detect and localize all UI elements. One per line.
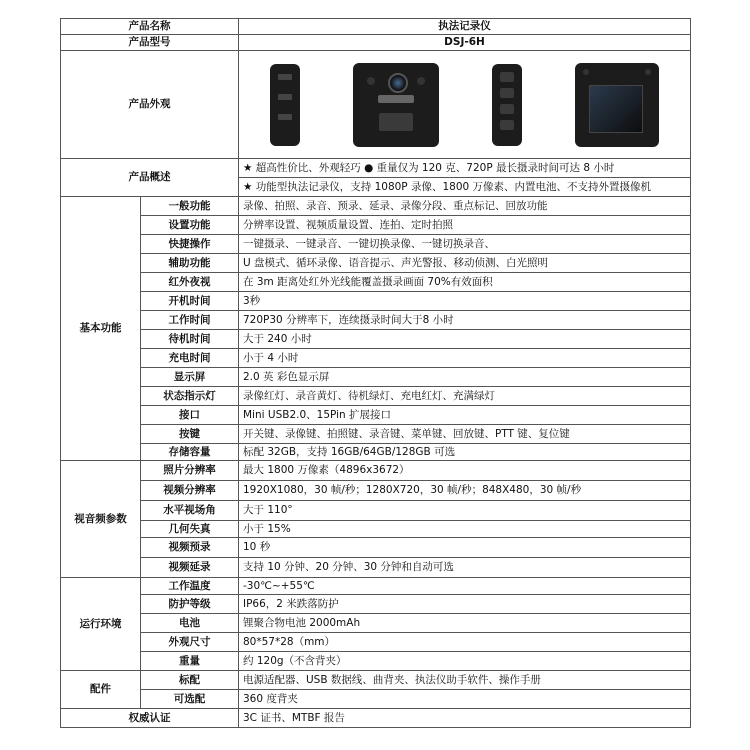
spec-key: 接口	[141, 406, 239, 425]
accessories-row	[61, 690, 691, 709]
spec-value: 小于 4 小时	[239, 349, 691, 368]
spec-value: IP66，2 米跌落防护	[239, 595, 691, 614]
spec-key: 快捷操作	[141, 235, 239, 254]
basic-section-label: 基本功能	[61, 197, 141, 461]
spec-key: 存储容量	[141, 444, 239, 461]
env-row	[61, 652, 691, 671]
certification-value: 3C 证书、MTBF 报告	[239, 709, 691, 728]
basic-row	[61, 311, 691, 330]
spec-value: 大于 110°	[239, 501, 691, 521]
spec-value: 最大 1800 万像素（4896x3672）	[239, 461, 691, 481]
basic-row	[61, 235, 691, 254]
row-overview-1	[61, 159, 691, 178]
spec-key: 待机时间	[141, 330, 239, 349]
certification-label: 权威认证	[61, 709, 239, 728]
av-row	[61, 481, 691, 501]
env-row	[61, 595, 691, 614]
spec-key: 重量	[141, 652, 239, 671]
env-row	[61, 614, 691, 633]
basic-row	[61, 330, 691, 349]
product-model-value: DSJ-6H	[239, 35, 691, 51]
spec-key: 显示屏	[141, 368, 239, 387]
av-row	[61, 558, 691, 578]
spec-value: U 盘模式、循环录像、语音提示、声光警报、移动侦测、白光照明	[239, 254, 691, 273]
device-button-side-image	[492, 64, 522, 146]
spec-value: 2.0 英 彩色显示屏	[239, 368, 691, 387]
env-row	[61, 578, 691, 595]
spec-value: 分辨率设置、视频质量设置、连拍、定时拍照	[239, 216, 691, 235]
spec-value: 电源适配器、USB 数据线、曲背夹、执法仪助手软件、操作手册	[239, 671, 691, 690]
spec-key: 红外夜视	[141, 273, 239, 292]
spec-key: 开机时间	[141, 292, 239, 311]
spec-key: 几何失真	[141, 521, 239, 538]
overview-label: 产品概述	[61, 159, 239, 197]
product-model-label: 产品型号	[61, 35, 239, 51]
spec-key: 标配	[141, 671, 239, 690]
spec-key: 状态指示灯	[141, 387, 239, 406]
spec-value: 在 3m 距离处红外光线能覆盖摄录画面 70%有效面积	[239, 273, 691, 292]
basic-row	[61, 292, 691, 311]
env-section-label: 运行环境	[61, 578, 141, 671]
basic-row	[61, 444, 691, 461]
spec-key: 充电时间	[141, 349, 239, 368]
device-front-view-image	[353, 63, 439, 147]
av-row	[61, 521, 691, 538]
spec-key: 外观尺寸	[141, 633, 239, 652]
spec-key: 视频分辨率	[141, 481, 239, 501]
product-name-label: 产品名称	[61, 19, 239, 35]
spec-value: 360 度背夹	[239, 690, 691, 709]
spec-value: 小于 15%	[239, 521, 691, 538]
env-row	[61, 633, 691, 652]
row-appearance	[61, 51, 691, 159]
spec-value: 标配 32GB，支持 16GB/64GB/128GB 可选	[239, 444, 691, 461]
spec-key: 工作温度	[141, 578, 239, 595]
av-section-label: 视音频参数	[61, 461, 141, 578]
appearance-images	[239, 51, 691, 159]
spec-key: 设置功能	[141, 216, 239, 235]
basic-row	[61, 197, 691, 216]
spec-key: 辅助功能	[141, 254, 239, 273]
product-name-value: 执法记录仪	[239, 19, 691, 35]
basic-row	[61, 349, 691, 368]
device-side-view-image	[270, 64, 300, 146]
basic-row	[61, 406, 691, 425]
spec-value: -30℃~+55℃	[239, 578, 691, 595]
basic-row	[61, 368, 691, 387]
spec-value: 录像、拍照、录音、预录、延录、录像分段、重点标记、回放功能	[239, 197, 691, 216]
appearance-label: 产品外观	[61, 51, 239, 159]
accessories-row	[61, 671, 691, 690]
spec-key: 一般功能	[141, 197, 239, 216]
basic-row	[61, 254, 691, 273]
basic-row	[61, 216, 691, 235]
spec-key: 视频预录	[141, 538, 239, 558]
device-back-screen-image	[575, 63, 659, 147]
av-row	[61, 501, 691, 521]
spec-key: 水平视场角	[141, 501, 239, 521]
spec-key: 照片分辨率	[141, 461, 239, 481]
spec-key: 电池	[141, 614, 239, 633]
spec-value: 1920X1080，30 帧/秒；1280X720，30 帧/秒；848X480，30 帧/秒	[239, 481, 691, 501]
spec-value: 720P30 分辨率下，连续摄录时间大于8 小时	[239, 311, 691, 330]
spec-value: 大于 240 小时	[239, 330, 691, 349]
brand-logo-icon	[378, 95, 414, 103]
spec-key: 按键	[141, 425, 239, 444]
overview-line-2: ★ 功能型执法记录仪，支持 1080P 录像、1800 万像素、内置电池、不支持外置摄像机	[239, 178, 691, 197]
row-product-name	[61, 19, 691, 35]
spec-key: 防护等级	[141, 595, 239, 614]
spec-value: 80*57*28（mm）	[239, 633, 691, 652]
basic-row	[61, 387, 691, 406]
spec-value: 一键摄录、一键录音、一键切换录像、一键切换录音、	[239, 235, 691, 254]
row-certification	[61, 709, 691, 728]
spec-value: 支持 10 分钟、20 分钟、30 分钟和自动可选	[239, 558, 691, 578]
accessories-section-label: 配件	[61, 671, 141, 709]
spec-key: 可选配	[141, 690, 239, 709]
spec-value: 开关键、录像键、拍照键、录音键、菜单键、回放键、PTT 键、复位键	[239, 425, 691, 444]
spec-value: Mini USB2.0、15Pin 扩展接口	[239, 406, 691, 425]
overview-line-1: ★ 超高性价比、外观轻巧 ● 重量仅为 120 克、720P 最长摄录时间可达 8 小时	[239, 159, 691, 178]
av-row	[61, 538, 691, 558]
av-row	[61, 461, 691, 481]
spec-value: 锂聚合物电池 2000mAh	[239, 614, 691, 633]
spec-value: 10 秒	[239, 538, 691, 558]
row-product-model	[61, 35, 691, 51]
basic-row	[61, 273, 691, 292]
spec-key: 视频延录	[141, 558, 239, 578]
spec-value: 3秒	[239, 292, 691, 311]
spec-value: 录像红灯、录音黄灯、待机绿灯、充电红灯、充满绿灯	[239, 387, 691, 406]
basic-row	[61, 425, 691, 444]
spec-table	[60, 18, 691, 728]
spec-key: 工作时间	[141, 311, 239, 330]
spec-value: 约 120g（不含背夹）	[239, 652, 691, 671]
